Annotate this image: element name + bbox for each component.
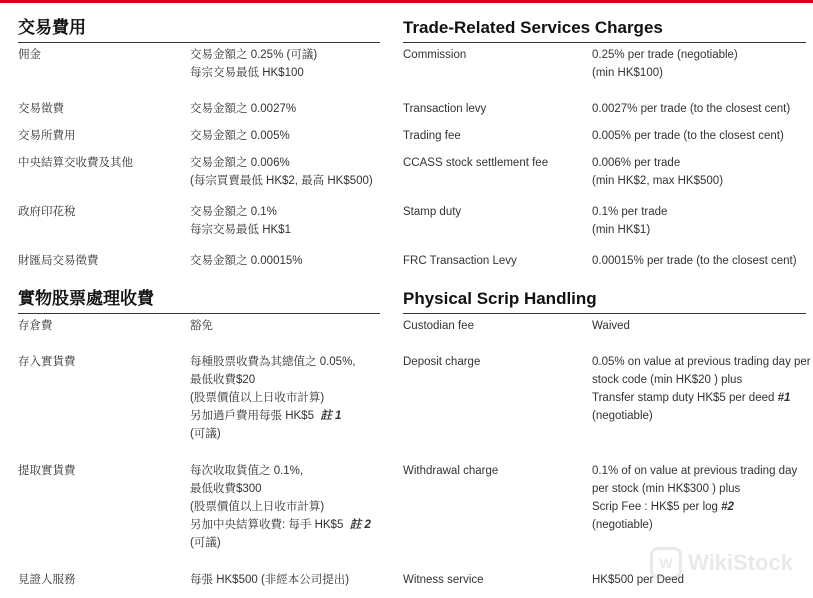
fee-value: 每次收取貨值之 0.1%, 最低收費$300 (股票價值以上日收市計算) 另加中央結算收費: 每手 HK$5 註 2 (可議) xyxy=(190,465,371,549)
fee-label: Trading fee xyxy=(403,130,461,142)
section-title-scrip-zh: 實物股票處理收費 xyxy=(18,289,380,314)
fee-label: Withdrawal charge xyxy=(403,465,499,477)
fee-value: 0.006% per trade (min HK$2, max HK$500) xyxy=(592,157,724,187)
fee-label: 政府印花稅 xyxy=(18,206,76,218)
wikistock-watermark xyxy=(650,544,810,582)
fee-value: 0.25% per trade (negotiable) (min HK$100) xyxy=(592,49,738,79)
fee-value: 0.0027% per trade (to the closest cent) xyxy=(592,103,791,115)
footnote-marker: #1 xyxy=(777,392,791,404)
fee-label: FRC Transaction Levy xyxy=(403,255,517,267)
fee-value: 0.1% per trade (min HK$1) xyxy=(592,206,668,236)
section-title-scrip-en: Physical Scrip Handling xyxy=(403,289,806,314)
fee-label: Stamp duty xyxy=(403,206,462,218)
fee-value: 交易金額之 0.1% 每宗交易最低 HK$1 xyxy=(190,206,291,236)
fee-label: 交易徵費 xyxy=(18,103,64,115)
fee-value: 0.05% on value at previous trading day per stock code (min HK$20 ) plus Transfer stamp duty HK$5 per deed #1 (negotiable) xyxy=(592,356,811,422)
fee-value: 每種股票收費為其總值之 0.05%, 最低收費$20 (股票價值以上日收市計算) 另加過戶費用每張 HK$5 註 1 (可議) xyxy=(190,356,356,440)
fee-value: 交易金額之 0.006% (每宗買賣最低 HK$2, 最高 HK$500) xyxy=(190,157,373,187)
fee-label: CCASS stock settlement fee xyxy=(403,157,549,169)
fee-label: Commission xyxy=(403,49,467,61)
fee-label: Witness service xyxy=(403,574,484,586)
section-title-trade-fees-zh: 交易費用 xyxy=(18,18,380,43)
footnote-marker: 註 2 xyxy=(349,519,371,531)
fee-label: 提取實貨費 xyxy=(18,465,76,477)
watermark-text: WikiStock xyxy=(688,550,793,575)
fee-value: 交易金額之 0.25% (可議) 每宗交易最低 HK$100 xyxy=(190,49,318,79)
fee-label: 佣金 xyxy=(18,49,41,61)
fee-value: 0.1% of on value at previous trading day per stock (min HK$300 ) plus Scrip Fee : HK$5 per log #2 (negotiable) xyxy=(592,465,798,531)
fee-label: Custodian fee xyxy=(403,320,474,332)
fee-value: 交易金額之 0.005% xyxy=(190,130,290,142)
fee-label: 財匯局交易徵費 xyxy=(18,255,99,267)
footnote-marker: #2 xyxy=(721,501,734,513)
fee-value: Waived xyxy=(592,320,630,332)
wikistock-logo-icon: W xyxy=(650,547,682,579)
footnote-marker: 註 1 xyxy=(320,410,342,422)
fee-label: 存倉費 xyxy=(18,320,53,332)
top-accent-bar xyxy=(0,0,813,3)
fee-label: 存入實貨費 xyxy=(18,356,76,368)
fee-value: 0.00015% per trade (to the closest cent) xyxy=(592,255,797,267)
fee-value: 豁免 xyxy=(190,320,213,332)
fee-label: 中央結算交收費及其他 xyxy=(18,157,133,169)
fee-value: 0.005% per trade (to the closest cent) xyxy=(592,130,784,142)
fee-label: Deposit charge xyxy=(403,356,481,368)
fee-value: 交易金額之 0.00015% xyxy=(190,255,303,267)
fee-value: 交易金額之 0.0027% xyxy=(190,103,297,115)
fee-label: 交易所費用 xyxy=(18,130,76,142)
fee-value: 每張 HK$500 (非經本公司提出) xyxy=(190,574,350,586)
section-title-trade-fees-en: Trade-Related Services Charges xyxy=(403,18,806,43)
fee-value: HK$500 per Deed xyxy=(592,574,685,586)
fee-label: Transaction levy xyxy=(403,103,487,115)
fee-label: 見證人服務 xyxy=(18,574,76,586)
